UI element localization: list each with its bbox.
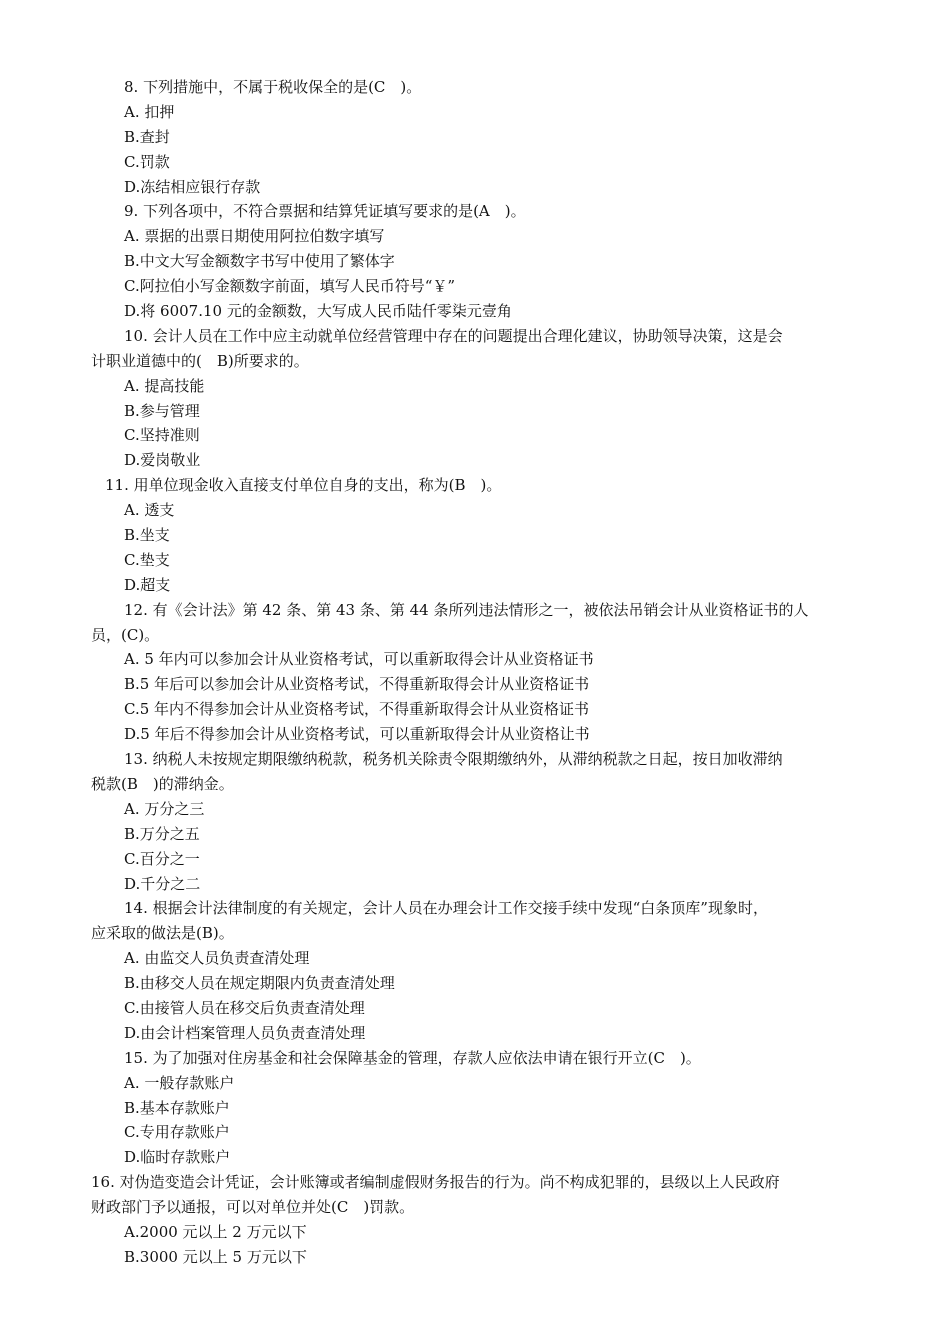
question-13-line1: 13. 纳税人未按规定期限缴纳税款，税务机关除责令限期缴纳外，从滞纳税款之日起，按日加收滞纳 (124, 750, 783, 769)
option-9c: C.阿拉伯小写金额数字前面，填写人民币符号“￥” (124, 277, 456, 296)
question-15: 15. 为了加强对住房基金和社会保障基金的管理，存款人应依法申请在银行开立(C )。 (124, 1048, 701, 1067)
option-13b: B.万分之五 (124, 824, 200, 843)
question-8: 8. 下列措施中，不属于税收保全的是(C )。 (124, 78, 422, 96)
question-14-line1: 14. 根据会计法律制度的有关规定，会计人员在办理会计工作交接手续中发现“白条顶库”现象时， (124, 899, 768, 918)
option-14b: B.由移交人员在规定期限内负责查清处理 (124, 974, 395, 993)
question-11: 11. 用单位现金收入直接支付单位自身的支出，称为(B )。 (105, 476, 502, 495)
option-12b: B.5 年后可以参加会计从业资格考试，不得重新取得会计从业资格证书 (124, 675, 590, 694)
option-13d: D.千分之二 (124, 874, 201, 893)
option-8c: C.罚款 (124, 152, 170, 171)
option-11c: C.垫支 (124, 550, 170, 569)
option-16a: A.2000 元以上 2 万元以下 (124, 1222, 307, 1241)
question-16-line2: 财政部门予以通报，可以对单位并处(C )罚款。 (91, 1198, 415, 1217)
option-8d: D.冻结相应银行存款 (124, 177, 261, 196)
question-10-line2: 计职业道德中的( B)所要求的。 (91, 351, 309, 370)
question-12-line2: 员，(C)。 (91, 625, 160, 644)
option-15d: D.临时存款账户 (124, 1148, 231, 1167)
option-10b: B.参与管理 (124, 401, 200, 420)
option-9b: B.中文大写金额数字书写中使用了繁体字 (124, 252, 395, 271)
option-14c: C.由接管人员在移交后负责查清处理 (124, 998, 365, 1017)
option-11b: B.坐支 (124, 526, 170, 545)
option-13c: C.百分之一 (124, 849, 200, 868)
option-10d: D.爱岗敬业 (124, 451, 201, 470)
option-9d: D.将 6007.10 元的金额数，大写成人民币陆仟零柒元壹角 (124, 302, 512, 321)
option-15b: B.基本存款账户 (124, 1098, 230, 1117)
question-13-line2: 税款(B )的滞纳金。 (91, 774, 234, 793)
option-10a: A. 提高技能 (124, 376, 205, 395)
option-16b: B.3000 元以上 5 万元以下 (124, 1247, 307, 1266)
question-16-line1: 16. 对伪造变造会计凭证，会计账簿或者编制虚假财务报告的行为。尚不构成犯罪的，县级以上人民政府 (91, 1173, 780, 1192)
question-9: 9. 下列各项中，不符合票据和结算凭证填写要求的是(A )。 (124, 202, 526, 221)
option-10c: C.坚持准则 (124, 426, 200, 445)
option-14d: D.由会计档案管理人员负责查清处理 (124, 1023, 366, 1042)
option-11a: A. 透支 (124, 501, 175, 520)
option-9a: A. 票据的出票日期使用阿拉伯数字填写 (124, 227, 385, 246)
option-8b: B.查封 (124, 127, 170, 146)
option-13a: A. 万分之三 (124, 799, 205, 818)
option-12d: D.5 年后不得参加会计从业资格考试，可以重新取得会计从业资格让书 (124, 725, 590, 744)
question-14-line2: 应采取的做法是(B)。 (91, 924, 234, 943)
option-15c: C.专用存款账户 (124, 1123, 230, 1142)
option-15a: A. 一般存款账户 (124, 1073, 235, 1092)
question-12-line1: 12. 有《会计法》第 42 条、第 43 条、第 44 条所列违法情形之一，被依法吊销会计从业资格证书的人 (124, 600, 809, 619)
option-12c: C.5 年内不得参加会计从业资格考试，不得重新取得会计从业资格证书 (124, 700, 590, 719)
option-8a: A. 扣押 (124, 102, 175, 121)
option-11d: D.超支 (124, 575, 171, 594)
question-list (91, 75, 859, 1270)
option-12a: A. 5 年内可以参加会计从业资格考试，可以重新取得会计从业资格证书 (124, 650, 594, 669)
question-10-line1: 10. 会计人员在工作中应主动就单位经营管理中存在的问题提出合理化建议，协助领导决策，这是会 (124, 326, 783, 345)
option-14a: A. 由监交人员负责查清处理 (124, 949, 310, 968)
